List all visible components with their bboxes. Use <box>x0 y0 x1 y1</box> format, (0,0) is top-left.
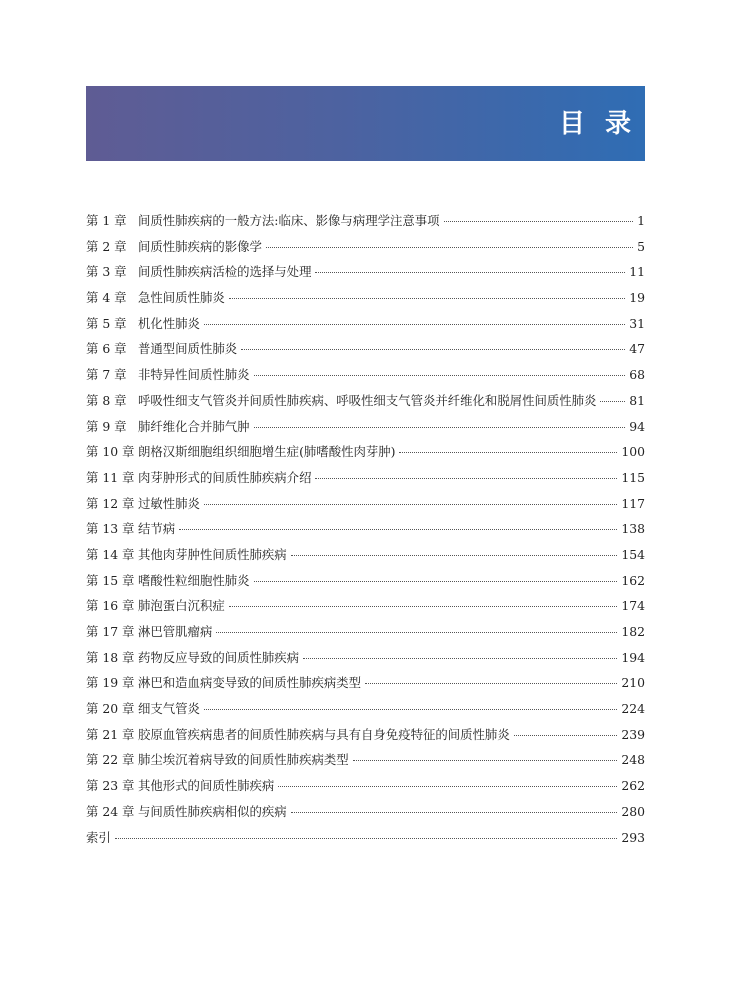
dot-leader <box>399 452 617 453</box>
chapter-label: 第 16 章 <box>86 598 135 614</box>
chapter-label: 第 10 章 <box>86 444 135 460</box>
dot-leader <box>204 709 617 710</box>
dot-leader <box>241 349 625 350</box>
page-number: 47 <box>629 341 645 357</box>
toc-row[interactable] <box>86 568 645 594</box>
page-number: 154 <box>621 546 645 562</box>
page-number: 19 <box>629 290 645 306</box>
chapter-title: 普通型间质性肺炎 <box>138 341 238 357</box>
chapter-label: 索引 <box>86 829 111 845</box>
dot-leader <box>365 683 617 684</box>
dot-leader <box>254 427 626 428</box>
dot-leader <box>514 735 618 736</box>
dot-leader <box>229 298 625 299</box>
chapter-label: 第 8 章 <box>86 392 127 408</box>
chapter-label: 第 23 章 <box>86 778 135 794</box>
page-number: 182 <box>621 624 645 639</box>
toc-row[interactable] <box>86 799 645 825</box>
page-number: 210 <box>621 675 645 691</box>
toc-row[interactable] <box>86 516 645 542</box>
table-of-contents <box>86 208 645 850</box>
chapter-title: 细支气管炎 <box>138 701 200 717</box>
chapter-label: 第 15 章 <box>86 572 135 588</box>
dot-leader <box>303 658 617 659</box>
toc-row[interactable] <box>86 722 645 748</box>
toc-row[interactable] <box>86 619 645 645</box>
toc-row[interactable] <box>86 414 645 440</box>
chapter-label: 第 17 章 <box>86 624 135 639</box>
chapter-title: 间质性肺疾病活检的选择与处理 <box>138 264 312 280</box>
toc-row[interactable] <box>86 311 645 337</box>
dot-leader <box>444 221 634 222</box>
chapter-label: 第 9 章 <box>86 418 127 434</box>
chapter-title: 急性间质性肺炎 <box>138 290 225 306</box>
chapter-title: 间质性肺疾病的影像学 <box>138 238 262 254</box>
chapter-title: 非特异性间质性肺炎 <box>138 367 250 383</box>
page-number: 280 <box>621 803 645 819</box>
page-number: 5 <box>637 238 645 254</box>
toc-row[interactable] <box>86 491 645 517</box>
page-number: 174 <box>621 598 645 614</box>
chapter-title: 肺纤维化合并肺气肿 <box>138 418 250 434</box>
toc-row[interactable] <box>86 747 645 773</box>
chapter-title: 机化性肺炎 <box>138 315 200 331</box>
chapter-label: 第 6 章 <box>86 341 127 357</box>
chapter-title: 其他肉芽肿性间质性肺疾病 <box>138 546 287 562</box>
page-number: 194 <box>621 649 645 665</box>
toc-row-index[interactable] <box>86 825 645 851</box>
toc-row[interactable] <box>86 259 645 285</box>
chapter-title: 嗜酸性粒细胞性肺炎 <box>138 572 250 588</box>
chapter-label: 第 5 章 <box>86 315 127 331</box>
page-number: 224 <box>621 701 645 717</box>
toc-row[interactable] <box>86 208 645 234</box>
toc-row[interactable] <box>86 645 645 671</box>
chapter-label: 第 11 章 <box>86 469 135 485</box>
chapter-label: 第 14 章 <box>86 546 135 562</box>
dot-leader <box>315 272 625 273</box>
chapter-title: 肉芽肿形式的间质性肺疾病介绍 <box>138 469 312 485</box>
toc-row[interactable] <box>86 439 645 465</box>
dot-leader <box>291 555 618 556</box>
chapter-label: 第 3 章 <box>86 264 127 280</box>
dot-leader <box>204 504 617 505</box>
page-number: 262 <box>621 778 645 794</box>
chapter-title: 朗格汉斯细胞组织细胞增生症(肺嗜酸性肉芽肿) <box>138 444 396 460</box>
chapter-label: 第 7 章 <box>86 367 127 383</box>
page-number: 117 <box>621 495 645 511</box>
dot-leader <box>266 247 633 248</box>
chapter-label: 第 22 章 <box>86 752 135 768</box>
page-number: 162 <box>621 572 645 588</box>
toc-row[interactable] <box>86 362 645 388</box>
chapter-title: 肺尘埃沉着病导致的间质性肺疾病类型 <box>138 752 349 768</box>
dot-leader <box>115 838 618 839</box>
dot-leader <box>179 529 617 530</box>
chapter-title: 淋巴管肌瘤病 <box>138 624 213 639</box>
page-number: 248 <box>621 752 645 768</box>
chapter-title: 其他形式的间质性肺疾病 <box>138 778 275 794</box>
dot-leader <box>315 478 617 479</box>
toc-row[interactable] <box>86 336 645 362</box>
chapter-label: 第 24 章 <box>86 803 135 819</box>
page-number: 239 <box>621 726 645 742</box>
chapter-label: 第 21 章 <box>86 726 135 742</box>
page-number: 31 <box>629 315 645 331</box>
page-number: 94 <box>629 418 645 434</box>
toc-row[interactable] <box>86 388 645 414</box>
chapter-title: 呼吸性细支气管炎并间质性肺疾病、呼吸性细支气管炎并纤维化和脱屑性间质性肺炎 <box>138 392 597 408</box>
page-number: 1 <box>637 213 645 228</box>
dot-leader <box>254 375 626 376</box>
toc-row[interactable] <box>86 234 645 260</box>
chapter-label: 第 20 章 <box>86 701 135 717</box>
toc-row[interactable] <box>86 285 645 311</box>
chapter-title: 胶原血管疾病患者的间质性肺疾病与具有自身免疫特征的间质性肺炎 <box>138 726 510 742</box>
toc-row[interactable] <box>86 670 645 696</box>
toc-row[interactable] <box>86 593 645 619</box>
dot-leader <box>291 812 618 813</box>
toc-row[interactable] <box>86 542 645 568</box>
page-number: 68 <box>629 367 645 383</box>
dot-leader <box>216 632 617 633</box>
toc-row[interactable] <box>86 773 645 799</box>
chapter-title: 淋巴和造血病变导致的间质性肺疾病类型 <box>138 675 362 691</box>
chapter-label: 第 12 章 <box>86 495 135 511</box>
chapter-label: 第 13 章 <box>86 521 135 537</box>
chapter-label: 第 4 章 <box>86 290 127 306</box>
chapter-title: 药物反应导致的间质性肺疾病 <box>138 649 300 665</box>
chapter-title: 肺泡蛋白沉积症 <box>138 598 225 614</box>
chapter-label: 第 18 章 <box>86 649 135 665</box>
chapter-label: 第 1 章 <box>86 213 127 228</box>
page-number: 100 <box>621 444 645 460</box>
chapter-label: 第 19 章 <box>86 675 135 691</box>
page-number: 138 <box>621 521 645 537</box>
dot-leader <box>600 401 625 402</box>
dot-leader <box>353 760 618 761</box>
page-number: 11 <box>629 264 645 280</box>
dot-leader <box>254 581 618 582</box>
dot-leader <box>278 786 617 787</box>
chapter-label: 第 2 章 <box>86 238 127 254</box>
dot-leader <box>229 606 618 607</box>
chapter-title: 与间质性肺疾病相似的疾病 <box>138 803 287 819</box>
header-banner <box>86 86 651 161</box>
chapter-title: 过敏性肺炎 <box>138 495 200 511</box>
chapter-title: 结节病 <box>138 521 176 537</box>
dot-leader <box>204 324 625 325</box>
toc-row[interactable] <box>86 465 645 491</box>
page-number: 81 <box>629 392 645 408</box>
toc-row[interactable] <box>86 696 645 722</box>
page-title: 目录 <box>558 109 651 139</box>
page-number: 293 <box>621 829 645 845</box>
chapter-title: 间质性肺疾病的一般方法:临床、影像与病理学注意事项 <box>138 213 440 228</box>
page-number: 115 <box>621 469 645 485</box>
